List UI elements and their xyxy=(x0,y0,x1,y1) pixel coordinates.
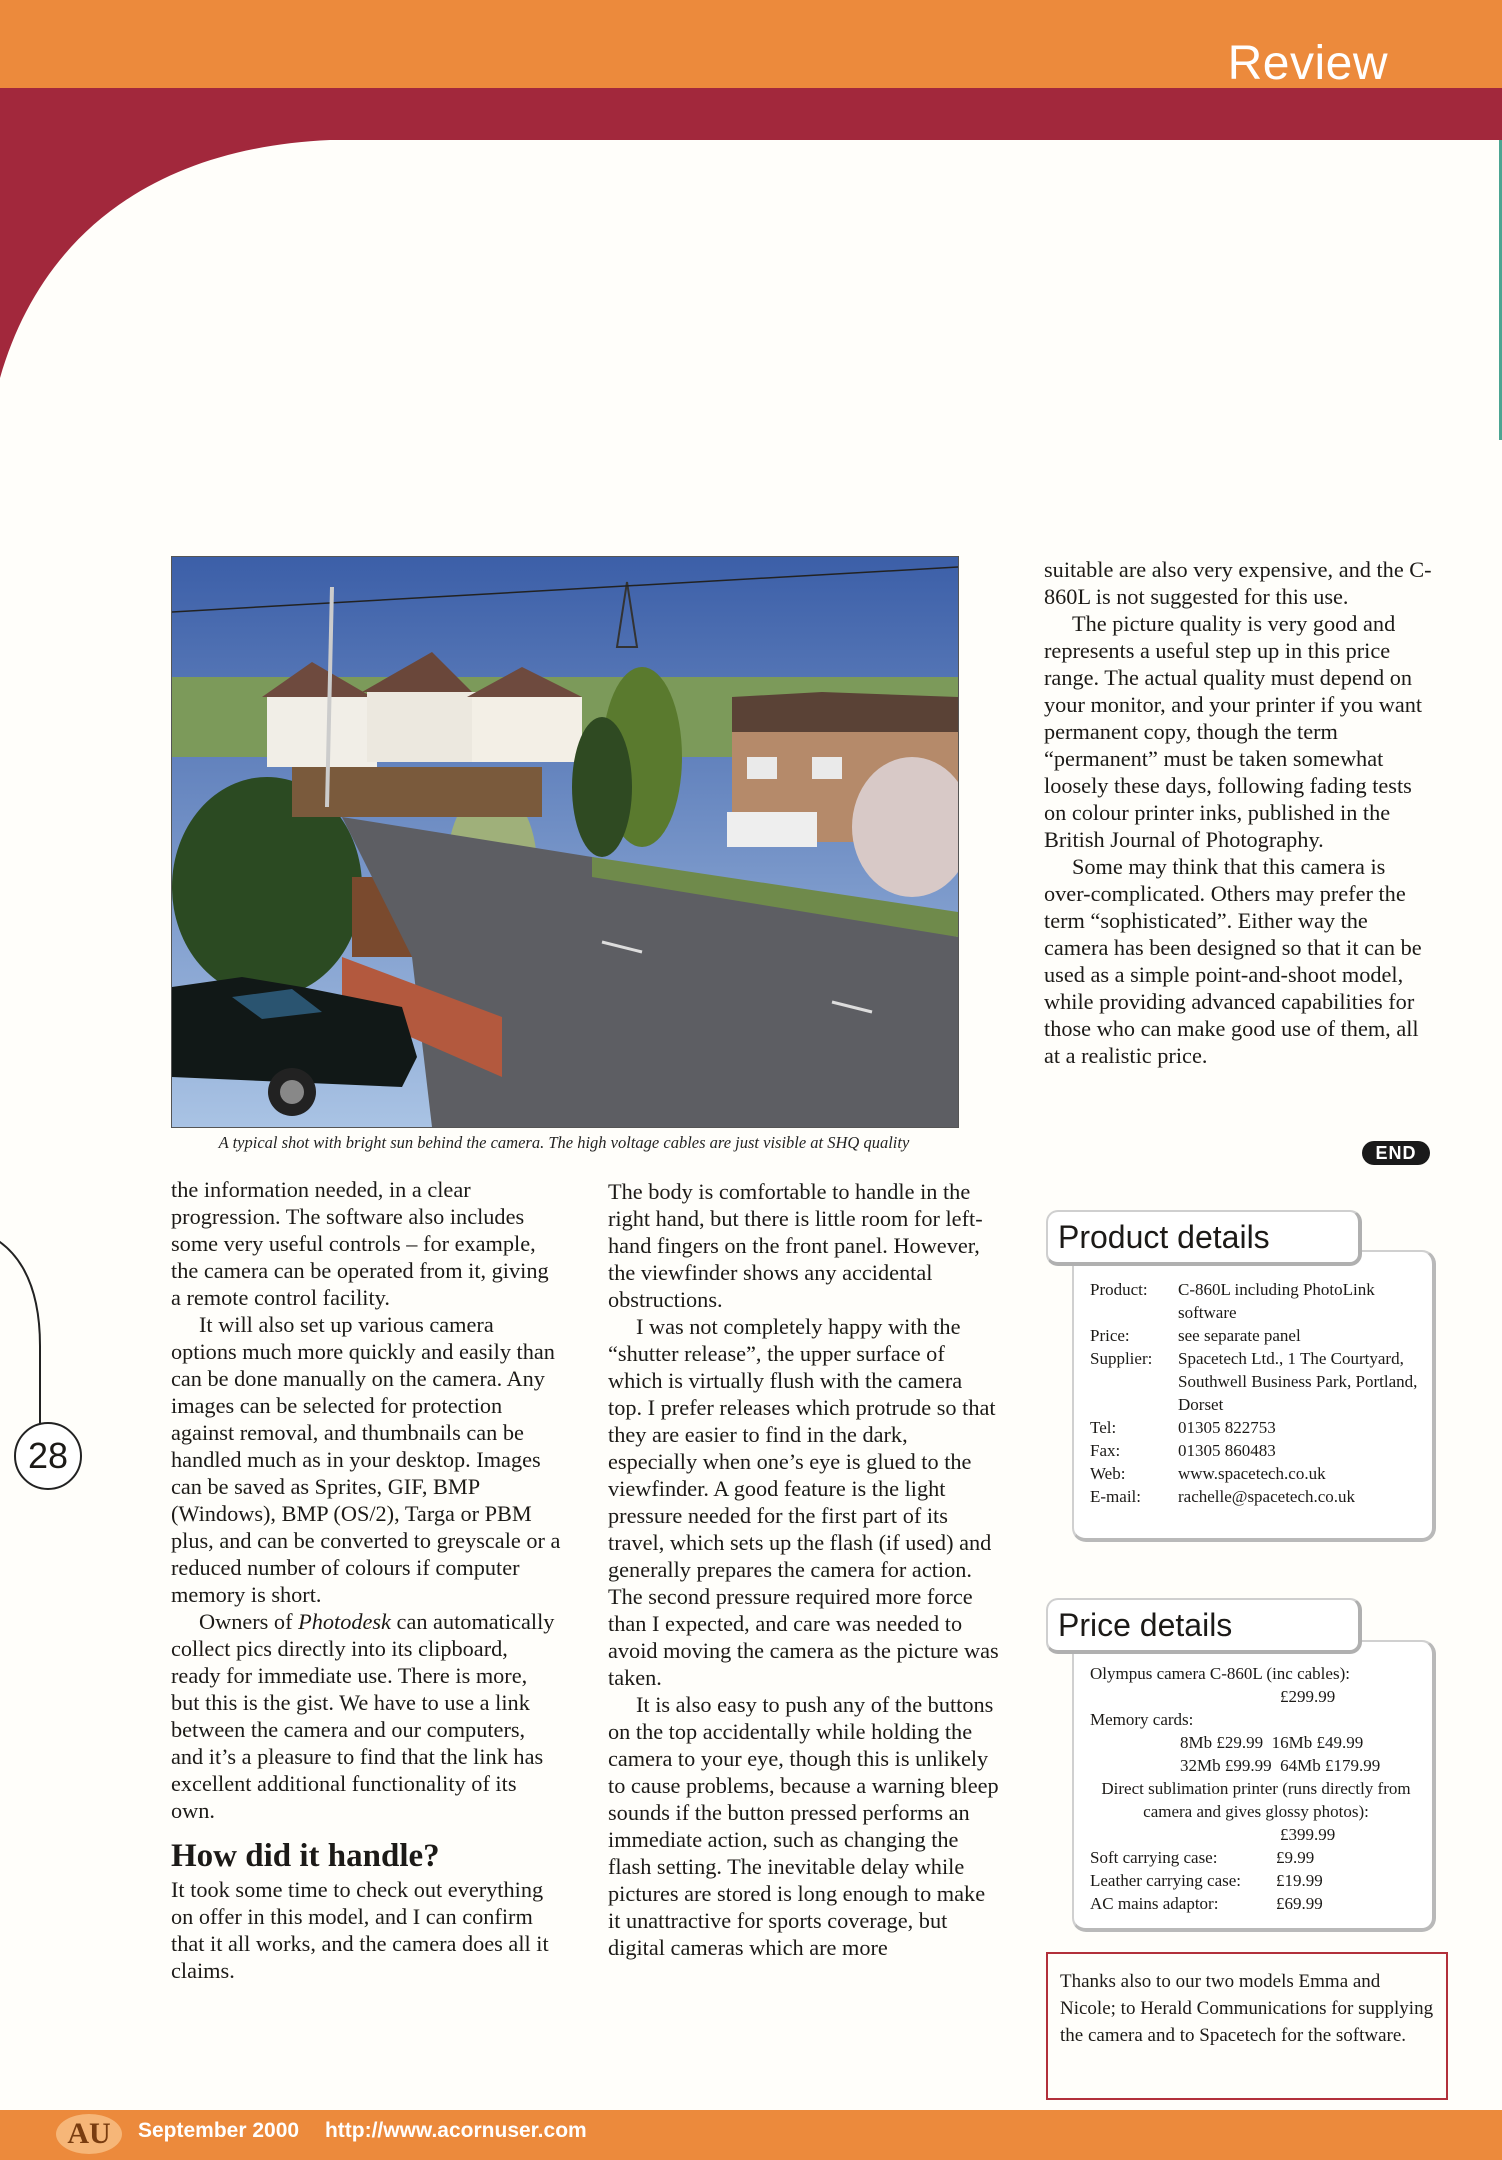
software-name: Photodesk xyxy=(298,1609,391,1634)
header-red-bar xyxy=(0,88,1502,140)
paragraph: Owners of Photodesk can automatically collect pics directly into its clipboard, ready for immediate use. There is more, but this is the gist. We have to use a link between the camera and our computers, and it’s a pleasure to find that the link has excellent additional functionality of its own. xyxy=(171,1609,555,1823)
product-details-table xyxy=(1090,1278,1422,1508)
table-row: Product: C-860L including PhotoLink software xyxy=(1090,1280,1375,1322)
street-photo xyxy=(171,556,959,1128)
paragraph: The picture quality is very good and represents a useful step up in this price range. The actual quality must depend on your monitor, and your printer if you want permanent copy, though the term “permanent” must be taken somewhat loosely these days, following fading tests on colour printer inks, published in the British Journal of Photography. xyxy=(1044,611,1423,852)
paragraph: It will also set up various camera options much more quickly and easily than can be done manually on the camera. Any images can be selected for protection against removal, and thumbnails can be handled much as in your desktop. Images can be saved as Sprites, GIF, BMP (Windows), BMP (OS/2), Targa or PBM plus, and can be converted to greyscale or a reduced number of colours if computer memory is short. xyxy=(171,1312,561,1607)
article-column-1 xyxy=(171,1176,561,1984)
price-line: AC mains adaptor: £69.99 xyxy=(1090,1894,1323,1913)
table-row: Tel: 01305 822753 xyxy=(1090,1418,1276,1437)
footer-text xyxy=(138,2116,607,2146)
price-line: Soft carrying case: £9.99 xyxy=(1090,1848,1315,1867)
product-details-title: Product details xyxy=(1046,1210,1362,1266)
article-column-3 xyxy=(1044,556,1436,1069)
acorn-user-logo: AU xyxy=(56,2114,122,2154)
price-line: Olympus camera C-860L (inc cables): xyxy=(1090,1664,1350,1683)
price-line: Direct sublimation printer (runs directly from camera and gives glossy photos): xyxy=(1101,1779,1411,1821)
photo-caption: A typical shot with bright sun behind the camera. The high voltage cables are just visible at SHQ quality xyxy=(218,1133,910,1152)
price-details-title: Price details xyxy=(1046,1598,1362,1654)
paragraph: I was not completely happy with the “shutter release”, the upper surface of which is virtually flush with the camera top. I prefer releases which protrude so that they are easier to find in the dark, especially when one’s eye is glued to the viewfinder. A good feature is the light pressure needed for the first part of its travel, which sets up the flash (if used) and generally prepares the camera for action. The second pressure required more force than I expected, and care was needed to avoid moving the camera as the picture was taken. xyxy=(608,1314,999,1690)
table-row: Supplier: Spacetech Ltd., 1 The Courtyard, Southwell Business Park, Portland, Dorset xyxy=(1090,1349,1418,1414)
paragraph: The body is comfortable to handle in the right hand, but there is little room for left-hand fingers on the front panel. However, the viewfinder shows any accidental obstructions. xyxy=(608,1179,983,1312)
price-line: 32Mb £99.99 64Mb £179.99 xyxy=(1180,1756,1381,1775)
paragraph: suitable are also very expensive, and the C-860L is not suggested for this use. xyxy=(1044,557,1432,609)
paragraph: Some may think that this camera is over-complicated. Others may prefer the term “sophisticated”. Either way the camera has been designed so that it can be used as a simple point-and-shoot model, while providing advanced capabilities for those who can make good use of them, all at a realistic price. xyxy=(1044,854,1422,1068)
price-line: Leather carrying case: £19.99 xyxy=(1090,1871,1323,1890)
price-line: 8Mb £29.99 16Mb £49.99 xyxy=(1180,1733,1364,1752)
article-column-2 xyxy=(608,1178,1000,1961)
table-row: E-mail: rachelle@spacetech.co.uk xyxy=(1090,1487,1356,1506)
end-mark: END xyxy=(1362,1141,1430,1165)
price-line: Memory cards: xyxy=(1090,1710,1194,1729)
price-value: £299.99 xyxy=(1280,1687,1336,1706)
issue-date: September 2000 xyxy=(138,2119,300,2142)
section-label: Review xyxy=(1227,37,1388,90)
thanks-box: Thanks also to our two models Emma and Nicole; to Herald Communications for supplying the camera and to Spacetech for the software. xyxy=(1046,1952,1448,2100)
paragraph: It took some time to check out everything on offer in this model, and I can confirm that it all works, and the camera does all it claims. xyxy=(171,1877,549,1983)
price-value: £399.99 xyxy=(1280,1825,1336,1844)
table-row: Price: see separate panel xyxy=(1090,1326,1301,1345)
price-details-list xyxy=(1090,1662,1422,1915)
table-row: Web: www.spacetech.co.uk xyxy=(1090,1464,1326,1483)
paragraph: the information needed, in a clear progression. The software also includes some very useful controls – for example, the camera can be operated from it, giving a remote control facility. xyxy=(171,1177,549,1310)
paragraph: It is also easy to push any of the buttons on the top accidentally while holding the camera to your eye, though this is unlikely to cause problems, because a warning bleep sounds if the button pressed performs an immediate action, such as changing the flash setting. The inevitable delay while pictures are stored is long enough to make it unattractive for sports coverage, but digital cameras which are more xyxy=(608,1692,999,1960)
page-number: 28 xyxy=(14,1422,82,1490)
subheading: How did it handle? xyxy=(171,1838,440,1874)
website-link[interactable]: http://www.acornuser.com xyxy=(324,2119,587,2142)
table-row: Fax: 01305 860483 xyxy=(1090,1441,1276,1460)
